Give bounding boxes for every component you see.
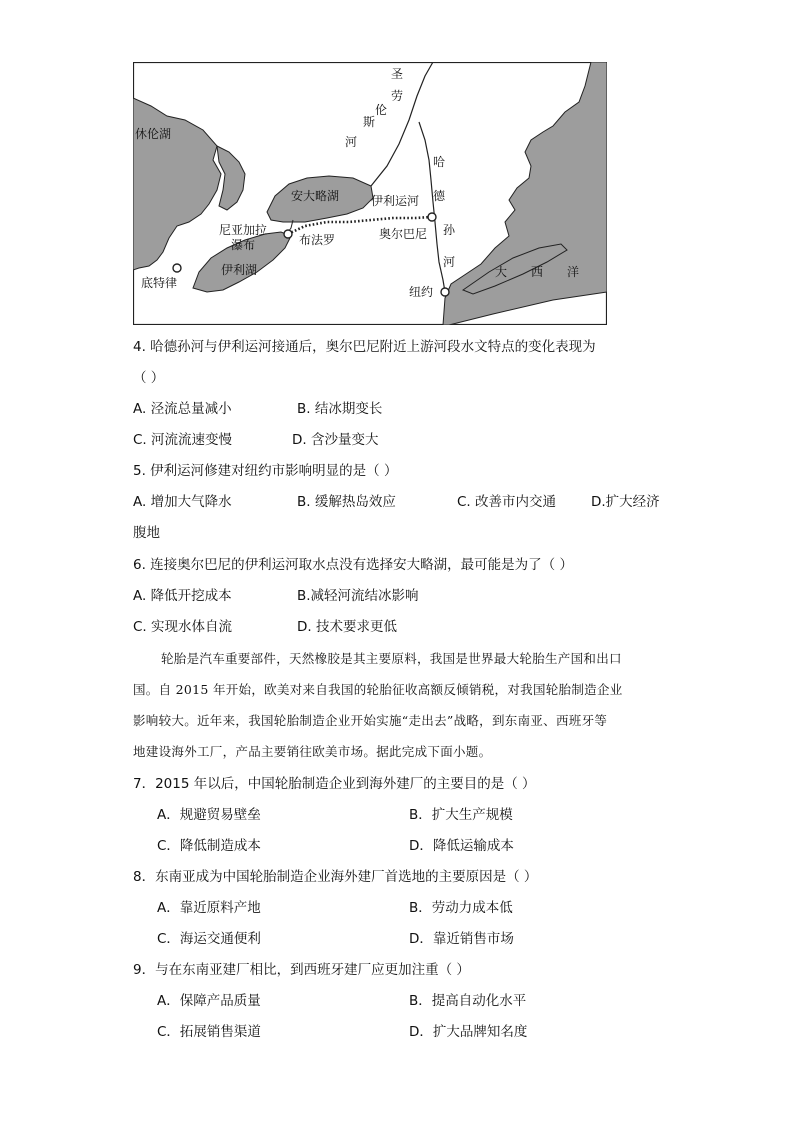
q8-option-b[interactable]: B．劳动力成本低 bbox=[409, 900, 513, 916]
label-atlantic-2: 西 bbox=[531, 265, 544, 279]
label-st-lawrence-1: 圣 bbox=[391, 67, 404, 81]
q6-option-b[interactable]: B.减轻河流结冰影响 bbox=[297, 588, 419, 604]
label-erie: 伊利湖 bbox=[221, 263, 258, 277]
new-york-marker bbox=[441, 288, 449, 296]
q5-option-b[interactable]: B. 缓解热岛效应 bbox=[297, 494, 396, 510]
q4-option-b[interactable]: B. 结冰期变长 bbox=[297, 401, 383, 417]
label-st-lawrence-3: 伦 bbox=[375, 103, 388, 117]
label-huron: 休伦湖 bbox=[135, 127, 172, 141]
label-st-lawrence-4: 斯 bbox=[363, 115, 376, 129]
q7-option-b[interactable]: B．扩大生产规模 bbox=[409, 807, 513, 823]
q9-option-b[interactable]: B．提高自动化水平 bbox=[409, 993, 527, 1009]
label-hudson-3: 孙 bbox=[443, 223, 456, 237]
q6-option-d[interactable]: D. 技术要求更低 bbox=[297, 619, 397, 635]
label-albany: 奥尔巴尼 bbox=[379, 227, 428, 241]
q7-option-c[interactable]: C．降低制造成本 bbox=[157, 838, 261, 854]
label-atlantic-3: 洋 bbox=[567, 265, 580, 279]
q7-option-d[interactable]: D．降低运输成本 bbox=[409, 838, 514, 854]
detroit-marker bbox=[173, 264, 181, 272]
q5-stem: 5. 伊利运河修建对纽约市影响明显的是（ ） bbox=[133, 463, 398, 479]
q7-stem: 7．2015 年以后，中国轮胎制造企业到海外建厂的主要目的是（ ） bbox=[133, 776, 536, 792]
label-hudson-2: 德 bbox=[433, 189, 446, 203]
q6-stem: 6. 连接奥尔巴尼的伊利运河取水点没有选择安大略湖，最可能是为了（ ） bbox=[133, 557, 573, 573]
passage-line-4: 地建设海外工厂，产品主要销往欧美市场。据此完成下面小题。 bbox=[133, 744, 492, 759]
q6-option-a[interactable]: A. 降低开挖成本 bbox=[133, 588, 232, 604]
q9-option-a[interactable]: A．保障产品质量 bbox=[157, 993, 261, 1009]
q5-option-a[interactable]: A. 增加大气降水 bbox=[133, 494, 232, 510]
q8-option-d[interactable]: D．靠近销售市场 bbox=[409, 931, 514, 947]
label-new-york: 纽约 bbox=[409, 285, 434, 299]
q4-option-a[interactable]: A. 泾流总量减小 bbox=[133, 401, 232, 417]
passage-line-1: 轮胎是汽车重要部件，天然橡胶是其主要原料，我国是世界最大轮胎生产国和出口 bbox=[161, 651, 622, 666]
label-st-lawrence-2: 劳 bbox=[391, 89, 404, 103]
label-detroit: 底特律 bbox=[141, 276, 178, 290]
q4-option-d[interactable]: D. 含沙量变大 bbox=[292, 432, 379, 448]
q9-stem: 9．与在东南亚建厂相比，到西班牙建厂应更加注重（ ） bbox=[133, 962, 470, 978]
q8-option-c[interactable]: C．海运交通便利 bbox=[157, 931, 261, 947]
label-niagara-2: 瀑布 bbox=[231, 238, 256, 252]
passage-line-3: 影响较大。近年来，我国轮胎制造企业开始实施“走出去”战略，到东南亚、西班牙等 bbox=[133, 713, 608, 728]
label-ontario: 安大略湖 bbox=[291, 189, 340, 203]
q7-option-a[interactable]: A．规避贸易壁垒 bbox=[157, 807, 261, 823]
erie-canal-map bbox=[133, 62, 607, 325]
label-st-lawrence-5: 河 bbox=[345, 135, 358, 149]
q5-option-d-continuation: 腹地 bbox=[133, 525, 160, 541]
q5-option-c[interactable]: C. 改善市内交通 bbox=[457, 494, 557, 510]
label-buffalo: 布法罗 bbox=[299, 233, 336, 247]
q4-option-c[interactable]: C. 河流流速变慢 bbox=[133, 432, 233, 448]
label-erie-canal: 伊利运河 bbox=[371, 194, 420, 208]
q5-option-d[interactable]: D.扩大经济 bbox=[591, 494, 660, 510]
q9-option-d[interactable]: D．扩大品牌知名度 bbox=[409, 1024, 528, 1040]
albany-marker bbox=[428, 213, 436, 221]
q8-option-a[interactable]: A．靠近原料产地 bbox=[157, 900, 261, 916]
label-atlantic-1: 大 bbox=[495, 265, 508, 279]
q8-stem: 8．东南亚成为中国轮胎制造企业海外建厂首选地的主要原因是（ ） bbox=[133, 869, 538, 885]
q6-option-c[interactable]: C. 实现水体自流 bbox=[133, 619, 233, 635]
buffalo-marker bbox=[284, 230, 292, 238]
q4-blank: （ ） bbox=[133, 370, 165, 386]
label-hudson-4: 河 bbox=[443, 255, 456, 269]
q4-stem: 4. 哈德孙河与伊利运河接通后，奥尔巴尼附近上游河段水文特点的变化表现为 bbox=[133, 339, 596, 355]
label-hudson-1: 哈 bbox=[433, 155, 446, 169]
passage-line-2: 国。自 2015 年开始，欧美对来自我国的轮胎征收高额反倾销税，对我国轮胎制造企业 bbox=[133, 682, 623, 697]
q9-option-c[interactable]: C．拓展销售渠道 bbox=[157, 1024, 261, 1040]
label-niagara-1: 尼亚加拉 bbox=[219, 223, 268, 237]
